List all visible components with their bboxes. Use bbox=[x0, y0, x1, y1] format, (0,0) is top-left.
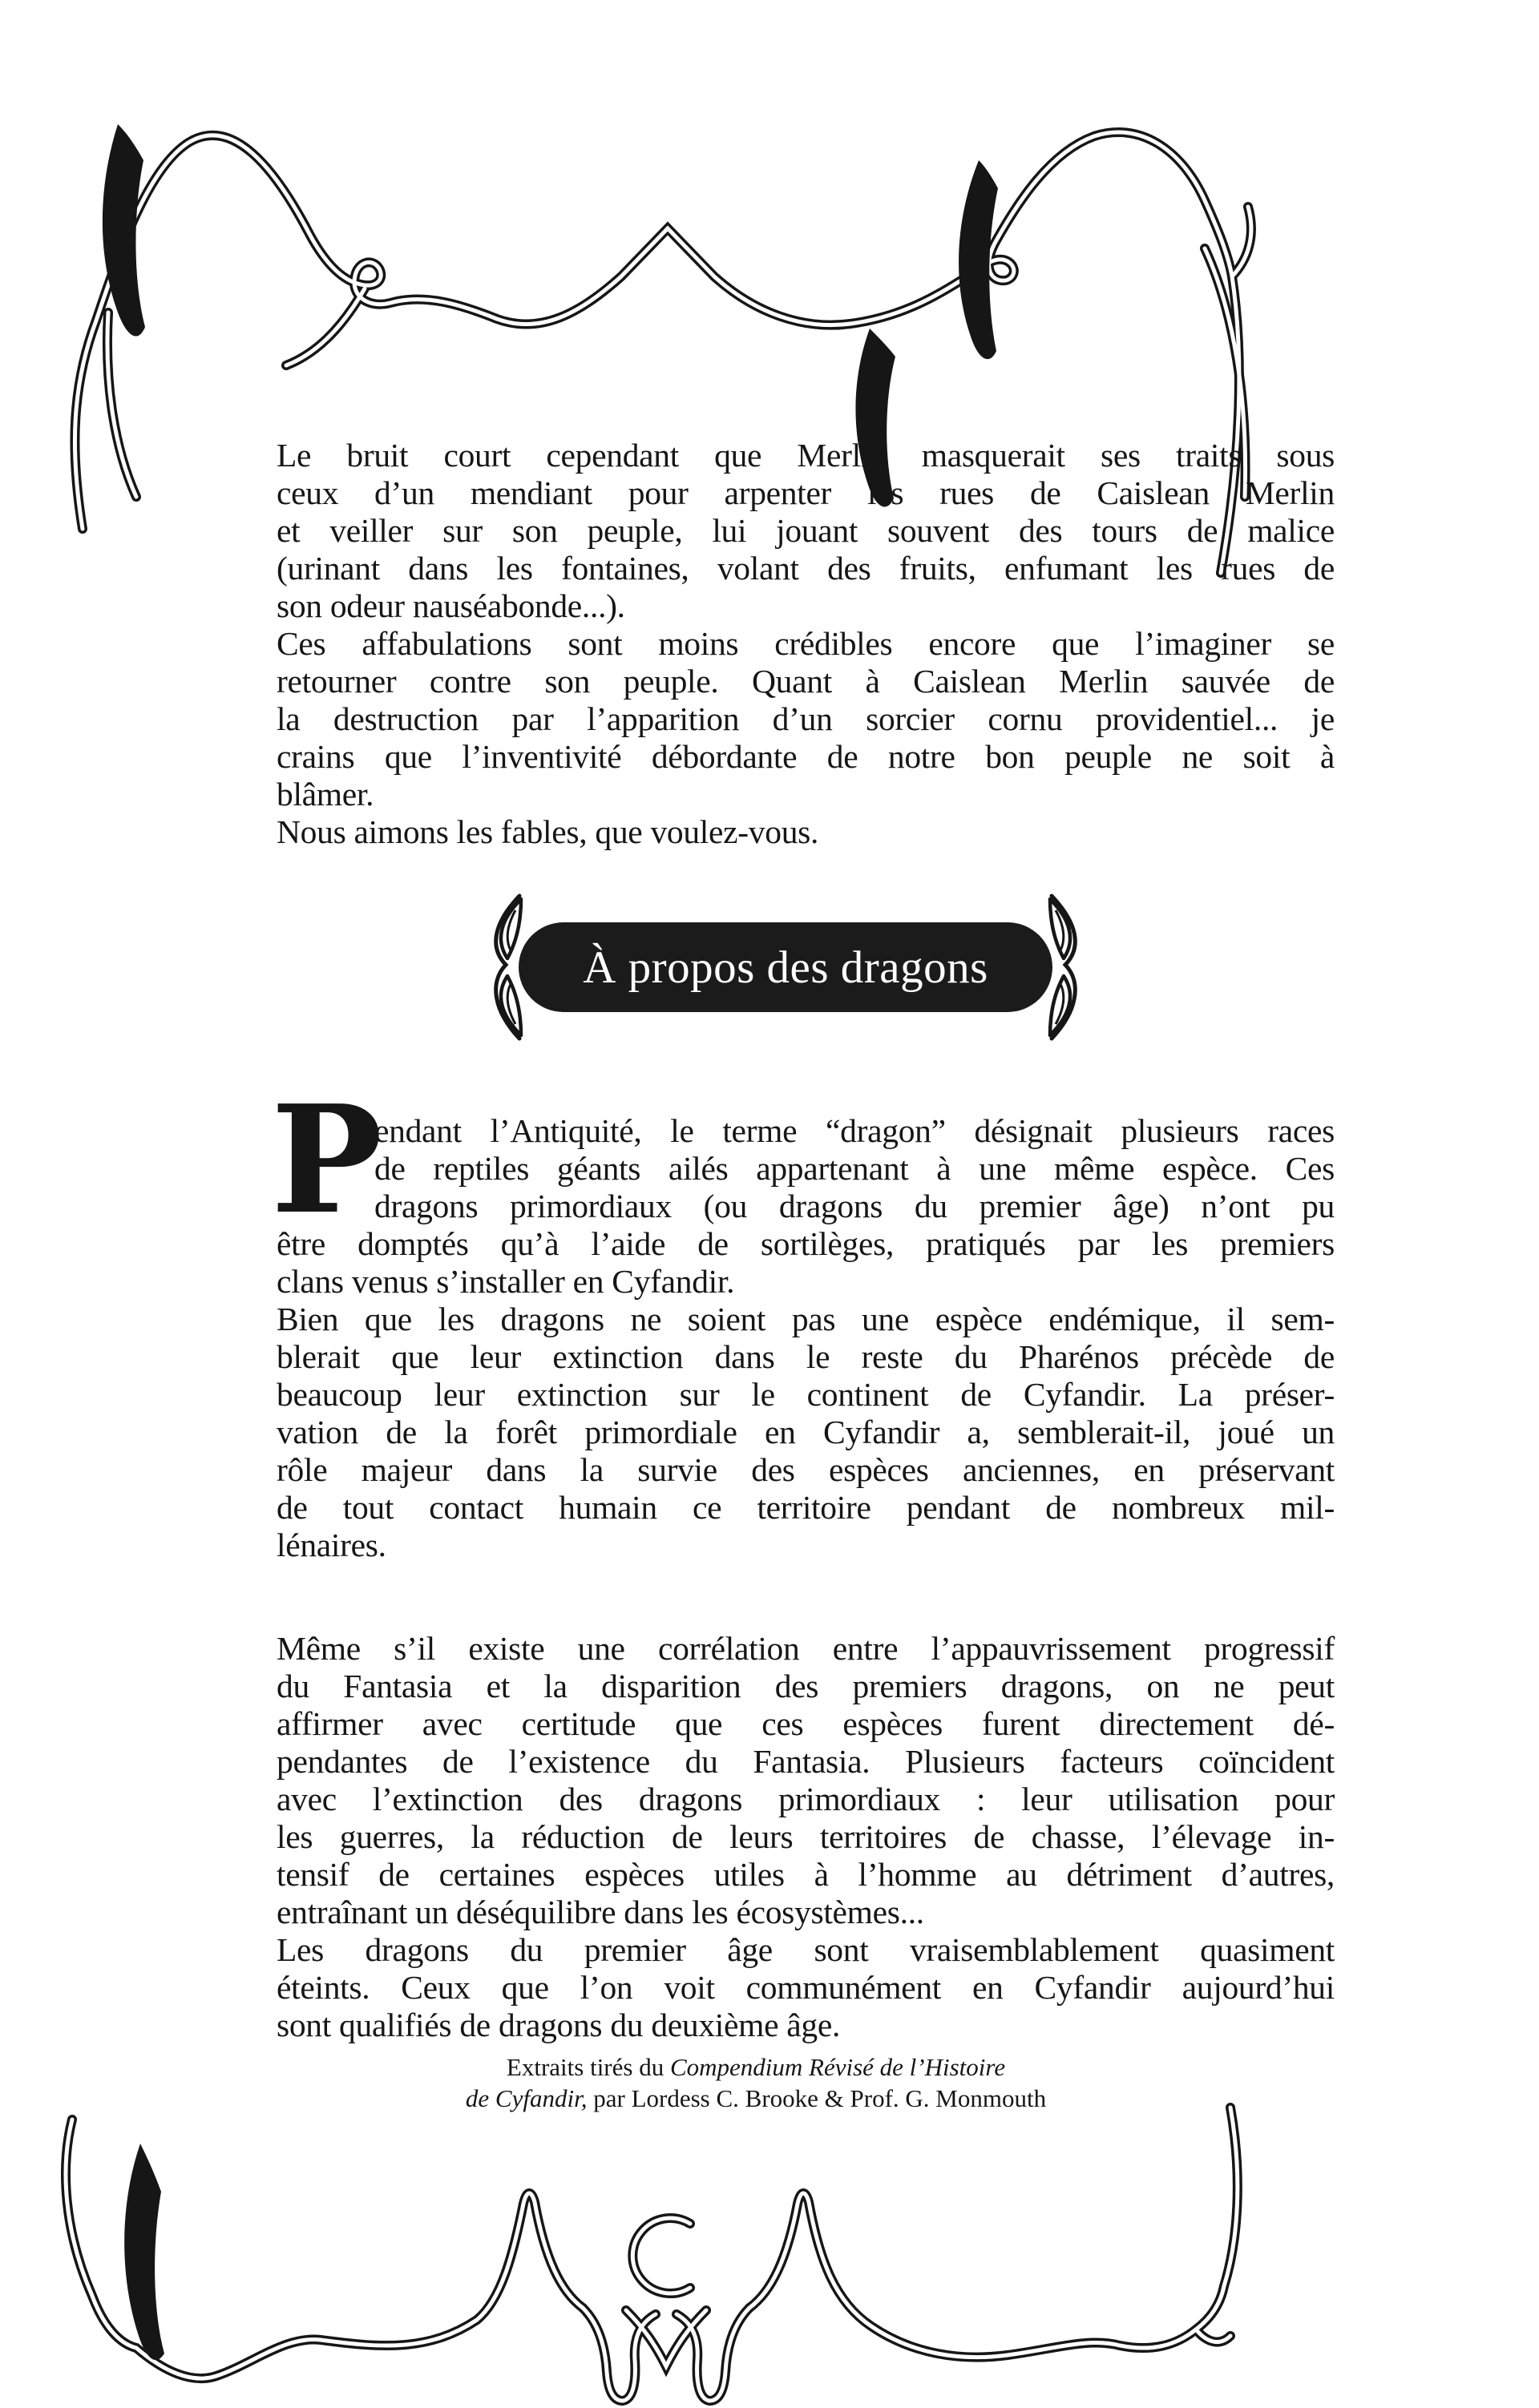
text-line: du Fantasia et la disparition des premiers dragons, on ne peut bbox=[277, 1668, 1335, 1704]
text-line: dragons primordiaux (ou dragons du premier âge) n’ont pu bbox=[374, 1188, 1335, 1224]
citation-authors: par Lordess C. Brooke & Prof. G. Monmouth bbox=[587, 2084, 1047, 2112]
text-line: entraînant un déséquilibre dans les écosystèmes... bbox=[277, 1894, 924, 1930]
citation-book-title: Compendium Révisé de l’Histoire bbox=[669, 2053, 1006, 2081]
citation-text: Extraits tirés du bbox=[506, 2053, 670, 2081]
text-line: Les dragons du premier âge sont vraisemblablement quasiment bbox=[277, 1931, 1335, 1968]
dragon-paragraph-1 bbox=[277, 1112, 1335, 1564]
text-line: Le bruit court cependant que Merlin masquerait ses traits sous bbox=[277, 437, 1335, 474]
text-line: crains que l’inventivité débordante de notre bon peuple ne soit à bbox=[277, 738, 1335, 775]
text-line: et veiller sur son peuple, lui jouant souvent des tours de malice bbox=[277, 512, 1335, 549]
text-line: vation de la forêt primordiale en Cyfandir a, semblerait-il, joué un bbox=[277, 1414, 1335, 1450]
dragon-paragraph-2 bbox=[277, 1630, 1335, 2044]
feather-leaf-icon bbox=[124, 2144, 164, 2360]
section-banner bbox=[519, 922, 1052, 1012]
text-line: (urinant dans les fontaines, volant des fruits, enfumant les rues de bbox=[277, 550, 1335, 587]
citation-book-title-cont: de Cyfandir, bbox=[465, 2084, 588, 2112]
text-line: retourner contre son peuple. Quant à Caislean Merlin sauvée de bbox=[277, 663, 1335, 700]
text-line: Bien que les dragons ne soient pas une espèce endémique, il sem- bbox=[277, 1301, 1335, 1337]
text-line: lénaires. bbox=[277, 1527, 386, 1563]
text-line: beaucoup leur extinction sur le continent de Cyfandir. La préser- bbox=[277, 1376, 1335, 1413]
intro-paragraph bbox=[277, 437, 1335, 851]
text-line: rôle majeur dans la survie des espèces anciennes, en préservant bbox=[277, 1451, 1335, 1488]
text-line: avec l’extinction des dragons primordiaux : leur utilisation pour bbox=[277, 1781, 1335, 1817]
bottom-branch-ornament bbox=[44, 2095, 1495, 2408]
text-line: sont qualifiés de dragons du deuxième âge. bbox=[277, 2007, 841, 2043]
text-line: Même s’il existe une corrélation entre l’appauvrissement progressif bbox=[277, 1630, 1335, 1667]
text-line: pendantes de l’existence du Fantasia. Plusieurs facteurs coïncident bbox=[277, 1743, 1335, 1780]
text-line: affirmer avec certitude que ces espèces furent directement dé- bbox=[277, 1705, 1335, 1742]
text-line: la destruction par l’apparition d’un sorcier cornu providentiel... je bbox=[277, 700, 1335, 737]
drop-cap: P bbox=[271, 1072, 383, 1247]
text-line: éteints. Ceux que l’on voit communément en Cyfandir aujourd’hui bbox=[277, 1969, 1335, 2006]
section-banner-title: À propos des dragons bbox=[583, 942, 988, 993]
text-line: blâmer. bbox=[277, 776, 374, 813]
citation-line bbox=[227, 2051, 1285, 2083]
text-line: blerait que leur extinction dans le reste du Pharénos précède de bbox=[277, 1338, 1335, 1375]
text-line: ceux d’un mendiant pour arpenter les rues de Caislean Merlin bbox=[277, 474, 1335, 511]
text-line: son odeur nauséabonde...). bbox=[277, 587, 625, 624]
text-line: Nous aimons les fables, que voulez-vous. bbox=[277, 813, 819, 850]
text-line: de reptiles géants ailés appartenant à une même espèce. Ces bbox=[374, 1150, 1335, 1187]
text-line: clans venus s’installer en Cyfandir. bbox=[277, 1263, 735, 1300]
text-line: être domptés qu’à l’aide de sortilèges, pratiqués par les premiers bbox=[277, 1225, 1335, 1262]
text-line: les guerres, la réduction de leurs territoires de chasse, l’élevage in- bbox=[277, 1818, 1335, 1855]
text-line: de tout contact humain ce territoire pendant de nombreux mil- bbox=[277, 1489, 1335, 1526]
text-line: tensif de certaines espèces utiles à l’homme au détriment d’autres, bbox=[277, 1856, 1335, 1893]
text-line: endant l’Antiquité, le terme “dragon” désignait plusieurs races bbox=[374, 1112, 1335, 1149]
text-line: Ces affabulations sont moins crédibles encore que l’imaginer se bbox=[277, 625, 1335, 662]
